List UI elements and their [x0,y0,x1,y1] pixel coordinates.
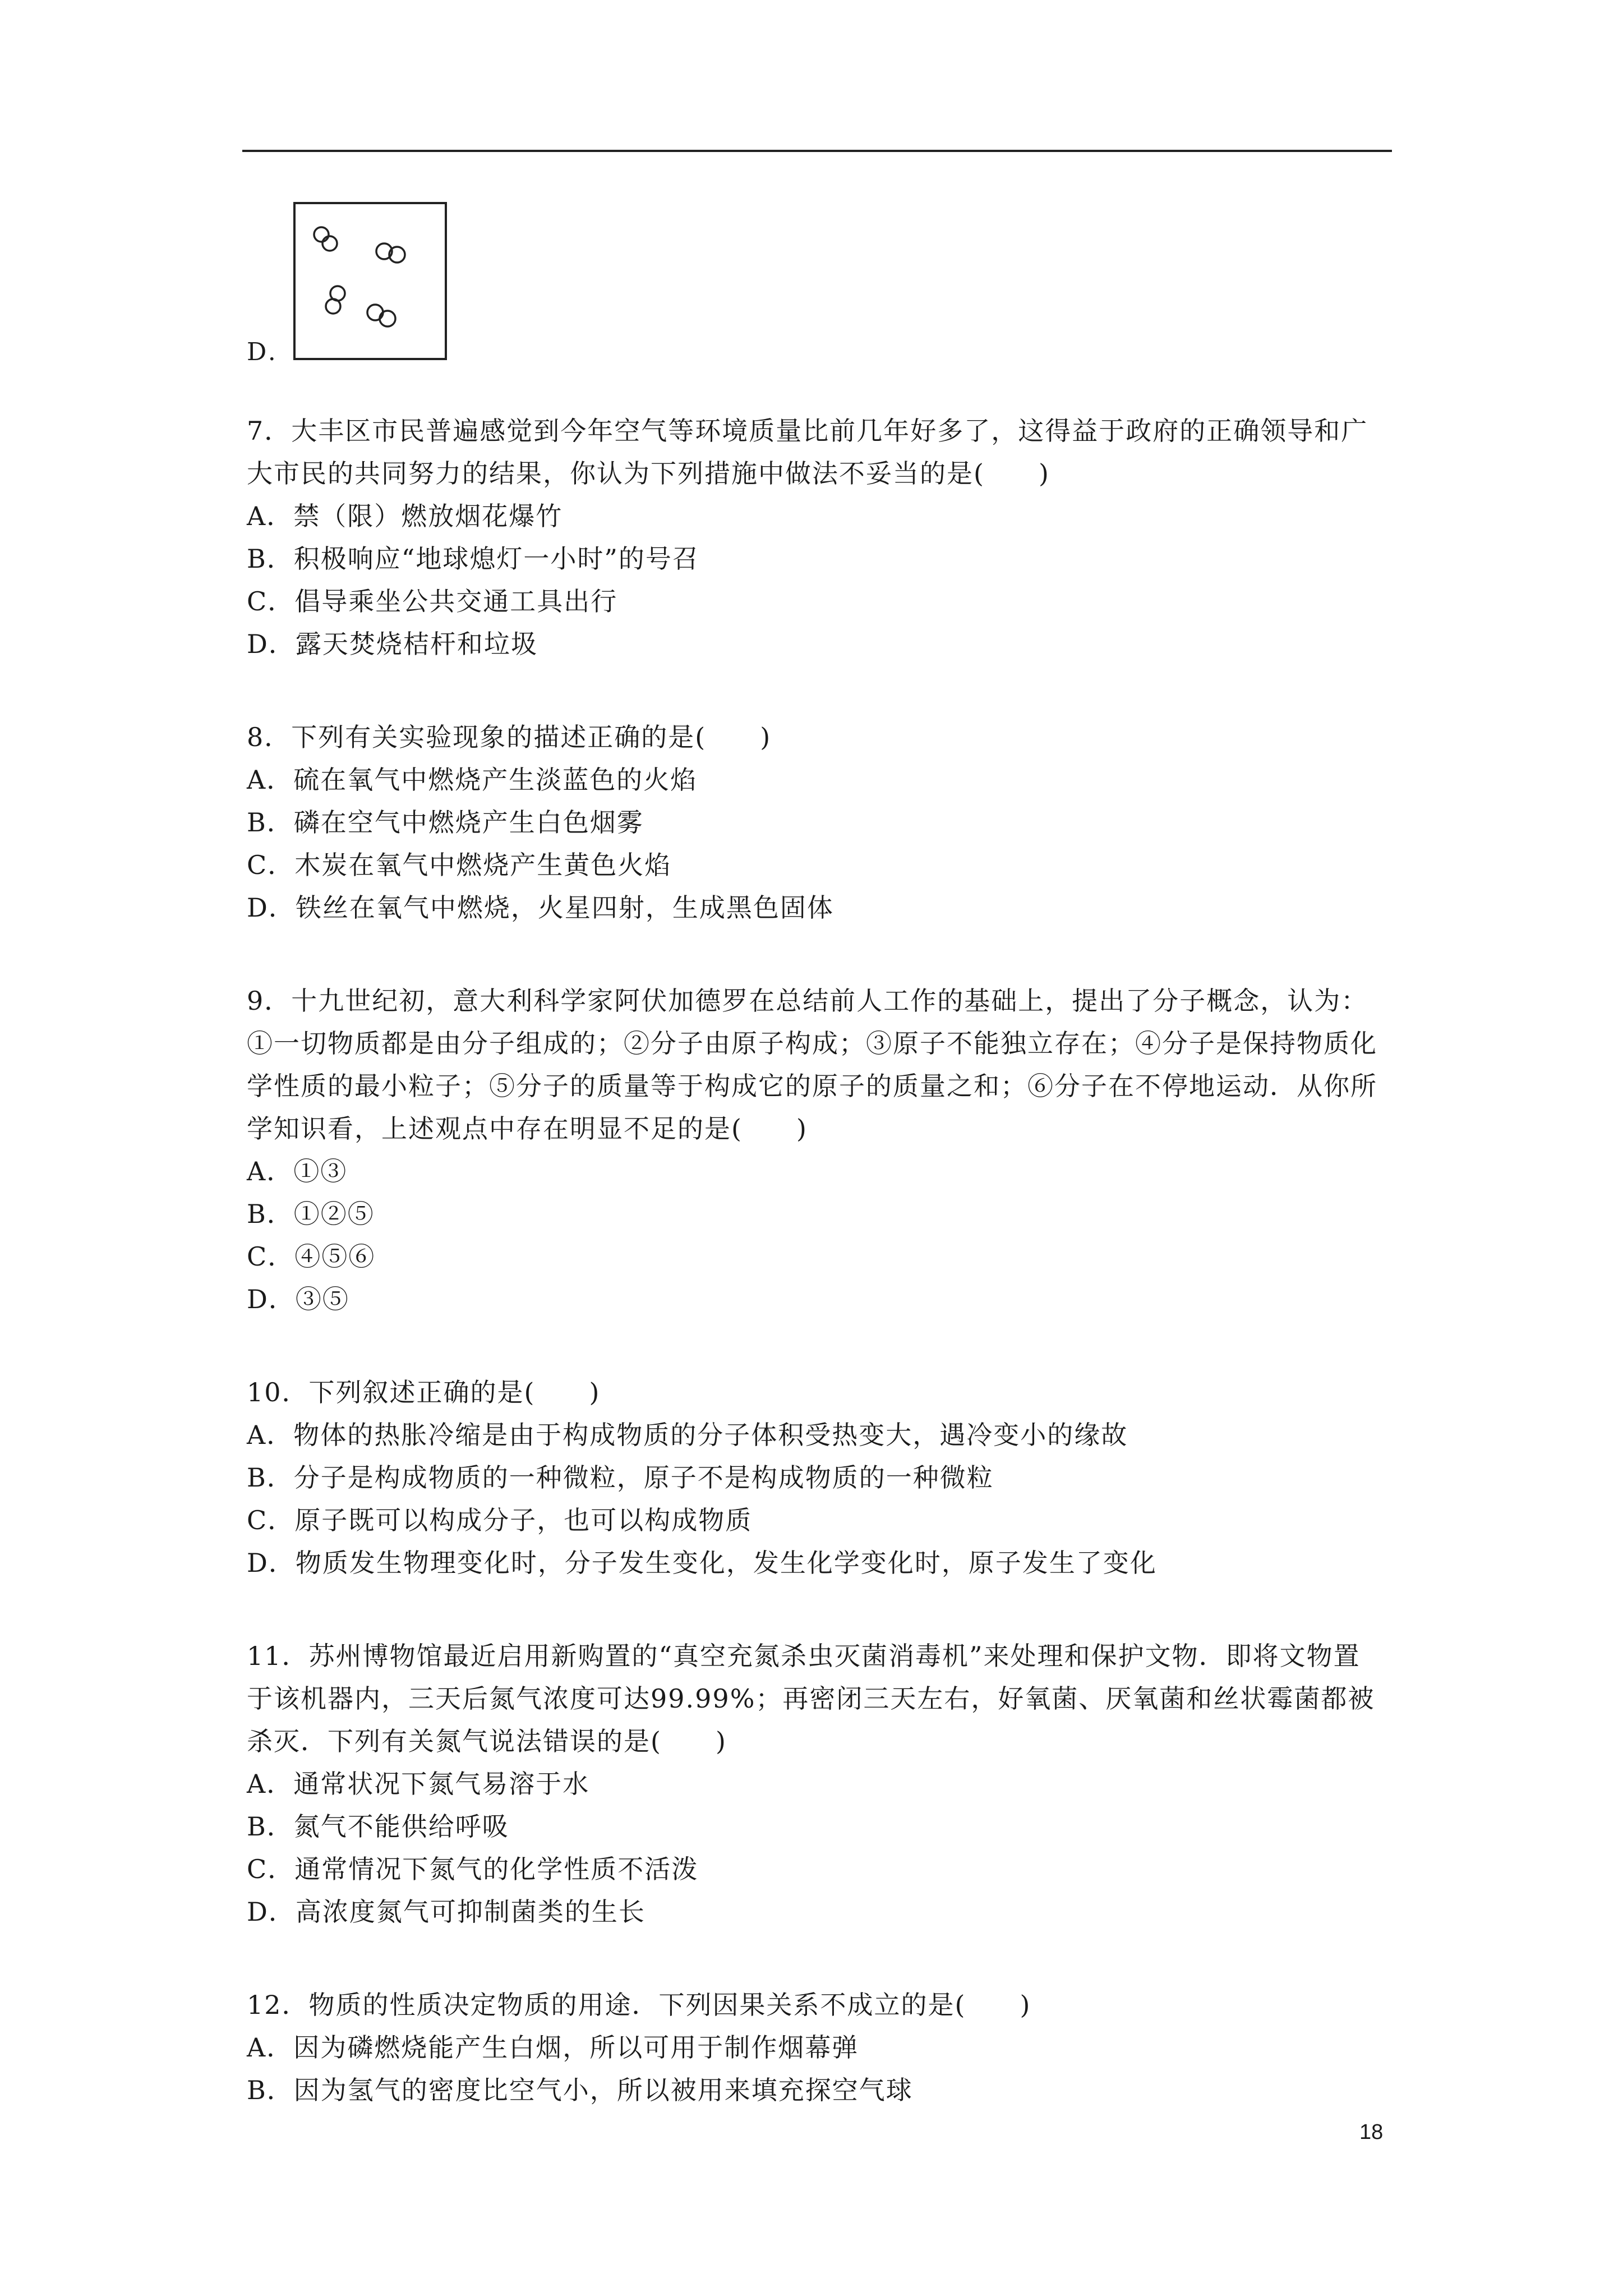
option-c: C．④⑤⑥ [247,1241,376,1272]
option-d: D．高浓度氮气可抑制菌类的生长 [247,1897,645,1927]
figure-option-label: D. [247,338,278,366]
question-list [247,409,1385,2162]
option-b: B．分子是构成物质的一种微粒，原子不是构成物质的一种微粒 [247,1462,994,1493]
option-c: C．倡导乘坐公共交通工具出行 [247,586,618,616]
option-d: D．铁丝在氧气中燃烧，火星四射，生成黑色固体 [247,892,834,923]
option-a: A．禁（限）燃放烟花爆竹 [247,501,563,531]
option-a: A．①③ [247,1156,348,1186]
option-d: D．物质发生物理变化时，分子发生变化，发生化学变化时，原子发生了变化 [247,1548,1157,1578]
option-c: C．通常情况下氮气的化学性质不活泼 [247,1854,699,1884]
question-7 [247,409,1385,665]
question-stem: 12．物质的性质决定物质的用途．下列因果关系不成立的是( ) [247,1990,1031,2020]
header-rule [242,150,1392,152]
question-stem: 9．十九世纪初，意大利科学家阿伏加德罗在总结前人工作的基础上，提出了分子概念，认为：①一切物质都是由分子组成的；②分子由原子构成；③原子不能独立存在；④分子是保持物质化学性质的最小粒子；⑤分子的质量等于构成它的原子的质量之和；⑥分子在不停地运动．从你所学知识看，上述观点中存在明显不足的是( ) [247,986,1377,1144]
question-stem: 7．大丰区市民普遍感觉到今年空气等环境质量比前几年好多了，这得益于政府的正确领导和广大市民的共同努力的结果，你认为下列措施中做法不妥当的是( ) [247,416,1368,489]
option-a: A．物体的热胀冷缩是由于构成物质的分子体积受热变大，遇冷变小的缘故 [247,1420,1128,1450]
question-stem: 10．下列叙述正确的是( ) [247,1377,601,1407]
question-9 [247,979,1385,1320]
option-c: C．原子既可以构成分子，也可以构成物质 [247,1505,753,1535]
option-b: B．磷在空气中燃烧产生白色烟雾 [247,807,644,838]
question-10 [247,1371,1385,1584]
option-a: A．因为磷燃烧能产生白烟，所以可用于制作烟幕弹 [247,2032,859,2063]
option-d: D．露天焚烧桔杆和垃圾 [247,629,538,659]
option-c: C．木炭在氧气中燃烧产生黄色火焰 [247,850,672,880]
option-b: B．积极响应“地球熄灯一小时”的号召 [247,544,699,574]
page-number: 18 [1359,2120,1384,2144]
question-stem: 11．苏州博物馆最近启用新购置的“真空充氮杀虫灭菌消毒机”来处理和保护文物．即将文物置于该机器内，三天后氮气浓度可达99.99%；再密闭三天左右，好氧菌、厌氧菌和丝状霉菌都被杀灭．下列有关氮气说法错误的是( ) [247,1641,1375,1756]
option-a: A．硫在氧气中燃烧产生淡蓝色的火焰 [247,765,698,795]
option-d: D．③⑤ [247,1284,349,1314]
option-d-figure [247,202,449,365]
option-b: B．①②⑤ [247,1199,375,1229]
diagram-box [294,203,446,359]
molecule-diagram [293,202,447,360]
option-b: B．因为氢气的密度比空气小，所以被用来填充探空气球 [247,2075,913,2105]
question-12 [247,1984,1385,2111]
option-b: B．氮气不能供给呼吸 [247,1811,509,1842]
question-8 [247,716,1385,929]
question-11 [247,1635,1385,1933]
option-a: A．通常状况下氮气易溶于水 [247,1769,590,1799]
question-stem: 8．下列有关实验现象的描述正确的是( ) [247,722,772,752]
